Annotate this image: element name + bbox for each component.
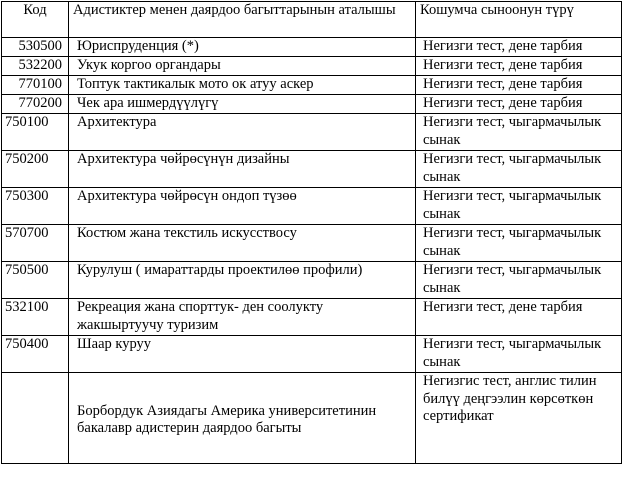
cell-exam: Негизги тест, чыгармачылык сынак	[416, 114, 622, 151]
cell-name: Архитектура чөйрөсүнүн дизайны	[69, 151, 416, 188]
cell-name: Рекреация жана спорттук- ден соолукту жакшыртуучу туризим	[69, 299, 416, 336]
table-header-row	[2, 2, 622, 38]
cell-code: 750300	[2, 188, 69, 225]
cell-code	[2, 373, 69, 464]
cell-name: Костюм жана текстиль искусствосу	[69, 225, 416, 262]
table-row	[2, 262, 622, 299]
specialties-table	[1, 1, 622, 464]
cell-code: 750500	[2, 262, 69, 299]
cell-code: 770100	[2, 76, 69, 95]
cell-exam: Негизги тест, дене тарбия	[416, 57, 622, 76]
table-row	[2, 373, 622, 464]
cell-code: 750200	[2, 151, 69, 188]
cell-code: 530500	[2, 38, 69, 57]
cell-exam: Негизги тест, дене тарбия	[416, 76, 622, 95]
cell-code: 532100	[2, 299, 69, 336]
cell-code: 532200	[2, 57, 69, 76]
cell-name: Борбордук Азиядагы Америка университетинин бакалавр адистерин даярдоо багыты	[69, 373, 416, 464]
table-row	[2, 336, 622, 373]
cell-name: Архитектура	[69, 114, 416, 151]
table-row	[2, 76, 622, 95]
cell-exam: Негизги тест, дене тарбия	[416, 299, 622, 336]
table-row	[2, 151, 622, 188]
column-header-name: Адистиктер менен даярдоо багыттарынын аталышы	[69, 2, 416, 38]
cell-exam: Негизги тест, дене тарбия	[416, 95, 622, 114]
table-row	[2, 38, 622, 57]
table-row	[2, 114, 622, 151]
cell-exam: Негизгис тест, англис тилин билүү деңгээлин көрсөткөн сертификат	[416, 373, 622, 464]
cell-code: 570700	[2, 225, 69, 262]
cell-name: Топтук тактикалык мото ок атуу аскер	[69, 76, 416, 95]
cell-name: Архитектура чөйрөсүн ондоп түзөө	[69, 188, 416, 225]
table-row	[2, 188, 622, 225]
table-row	[2, 95, 622, 114]
cell-name: Курулуш ( имараттарды проектилөө профили)	[69, 262, 416, 299]
column-header-code: Код	[2, 2, 69, 38]
cell-exam: Негизги тест, дене тарбия	[416, 38, 622, 57]
column-header-exam: Кошумча сыноонун түрү	[416, 2, 622, 38]
cell-name: Укук коргоо органдары	[69, 57, 416, 76]
table-row	[2, 57, 622, 76]
cell-code: 770200	[2, 95, 69, 114]
table-row	[2, 299, 622, 336]
table-row	[2, 225, 622, 262]
cell-code: 750400	[2, 336, 69, 373]
cell-exam: Негизги тест, чыгармачылык сынак	[416, 336, 622, 373]
cell-exam: Негизги тест, чыгармачылык сынак	[416, 225, 622, 262]
cell-exam: Негизги тест, чыгармачылык сынак	[416, 188, 622, 225]
cell-exam: Негизги тест, чыгармачылык сынак	[416, 151, 622, 188]
cell-name: Юриспруденция (*)	[69, 38, 416, 57]
cell-name: Чек ара ишмердүүлүгү	[69, 95, 416, 114]
cell-code: 750100	[2, 114, 69, 151]
cell-exam: Негизги тест, чыгармачылык сынак	[416, 262, 622, 299]
cell-name: Шаар куруу	[69, 336, 416, 373]
